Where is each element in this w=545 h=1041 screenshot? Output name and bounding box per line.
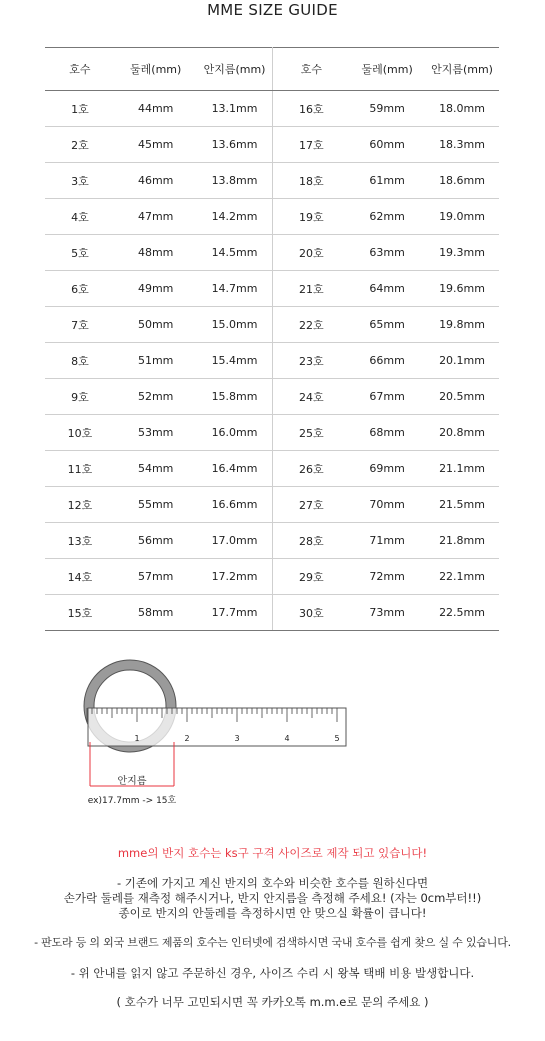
cell-inner-diameter: 17.0mm <box>197 523 273 559</box>
header-inner-diameter-2: 안지름(mm) <box>425 48 499 91</box>
cell-circumference: 49mm <box>115 271 197 307</box>
table-row <box>45 415 499 451</box>
table-body <box>45 91 499 631</box>
ruler-label-1: 1 <box>134 734 140 743</box>
cell-inner-diameter-2: 21.5mm <box>425 487 499 523</box>
cell-size-2: 25호 <box>273 415 349 451</box>
notice-line-6: ( 호수가 너무 고민되시면 꼭 카카오톡 m.m.e로 문의 주세요 ) <box>116 995 429 1009</box>
table-row <box>45 199 499 235</box>
table-row <box>45 343 499 379</box>
cell-circumference: 53mm <box>115 415 197 451</box>
cell-circumference: 50mm <box>115 307 197 343</box>
cell-circumference-2: 73mm <box>349 595 425 631</box>
cell-inner-diameter: 17.7mm <box>197 595 273 631</box>
notice-line-3: 종이로 반지의 안둘레를 측정하시면 안 맞으실 확률이 큽니다! <box>118 906 427 920</box>
cell-size: 3호 <box>45 163 115 199</box>
table-row <box>45 487 499 523</box>
notice-line-4: - 판도라 등 의 외국 브랜드 제품의 호수는 인터넷에 검색하시면 국내 호수를 쉽게 찾으 실 수 있습니다. <box>34 936 511 949</box>
ruler-label-3: 3 <box>234 734 240 743</box>
cell-size-2: 22호 <box>273 307 349 343</box>
notice-line-2: 손가락 둘레를 재측정 해주시거나, 반지 안지름을 측정해 주세요! (자는 0cm부터!!) <box>63 891 482 905</box>
cell-circumference: 52mm <box>115 379 197 415</box>
header-circumference: 둘레(mm) <box>115 48 197 91</box>
table-row <box>45 451 499 487</box>
cell-size-2: 20호 <box>273 235 349 271</box>
ring-ruler-diagram <box>70 658 370 808</box>
cell-size: 7호 <box>45 307 115 343</box>
cell-inner-diameter-2: 19.6mm <box>425 271 499 307</box>
cell-circumference-2: 63mm <box>349 235 425 271</box>
cell-circumference: 55mm <box>115 487 197 523</box>
cell-size: 8호 <box>45 343 115 379</box>
cell-size-2: 18호 <box>273 163 349 199</box>
table-row <box>45 559 499 595</box>
table-header-row <box>45 48 499 91</box>
cell-circumference: 57mm <box>115 559 197 595</box>
cell-circumference: 54mm <box>115 451 197 487</box>
cell-circumference-2: 60mm <box>349 127 425 163</box>
cell-circumference-2: 71mm <box>349 523 425 559</box>
table-row <box>45 91 499 127</box>
inner-diameter-label: 안지름 <box>117 776 147 787</box>
cell-inner-diameter: 16.6mm <box>197 487 273 523</box>
cell-inner-diameter: 13.6mm <box>197 127 273 163</box>
cell-inner-diameter-2: 21.8mm <box>425 523 499 559</box>
cell-inner-diameter-2: 19.0mm <box>425 199 499 235</box>
cell-circumference: 46mm <box>115 163 197 199</box>
cell-size: 14호 <box>45 559 115 595</box>
cell-circumference-2: 67mm <box>349 379 425 415</box>
cell-circumference-2: 61mm <box>349 163 425 199</box>
cell-size-2: 21호 <box>273 271 349 307</box>
table-row <box>45 235 499 271</box>
cell-size-2: 29호 <box>273 559 349 595</box>
cell-circumference-2: 72mm <box>349 559 425 595</box>
cell-circumference-2: 62mm <box>349 199 425 235</box>
cell-size-2: 26호 <box>273 451 349 487</box>
table-row <box>45 127 499 163</box>
example-text: ex)17.7mm -> 15호 <box>87 796 177 806</box>
cell-circumference: 44mm <box>115 91 197 127</box>
cell-circumference-2: 66mm <box>349 343 425 379</box>
cell-inner-diameter-2: 18.3mm <box>425 127 499 163</box>
cell-inner-diameter: 15.8mm <box>197 379 273 415</box>
cell-circumference-2: 69mm <box>349 451 425 487</box>
cell-size-2: 28호 <box>273 523 349 559</box>
cell-size: 10호 <box>45 415 115 451</box>
table-row <box>45 595 499 631</box>
header-size: 호수 <box>45 48 115 91</box>
cell-inner-diameter-2: 20.1mm <box>425 343 499 379</box>
cell-inner-diameter-2: 18.6mm <box>425 163 499 199</box>
cell-size: 5호 <box>45 235 115 271</box>
cell-inner-diameter-2: 19.8mm <box>425 307 499 343</box>
cell-size-2: 27호 <box>273 487 349 523</box>
cell-size: 15호 <box>45 595 115 631</box>
cell-inner-diameter-2: 20.5mm <box>425 379 499 415</box>
cell-size-2: 19호 <box>273 199 349 235</box>
header-inner-diameter: 안지름(mm) <box>197 48 273 91</box>
cell-size: 1호 <box>45 91 115 127</box>
cell-circumference: 48mm <box>115 235 197 271</box>
cell-circumference-2: 70mm <box>349 487 425 523</box>
cell-circumference: 51mm <box>115 343 197 379</box>
cell-size: 4호 <box>45 199 115 235</box>
cell-inner-diameter: 16.4mm <box>197 451 273 487</box>
cell-inner-diameter-2: 22.5mm <box>425 595 499 631</box>
cell-size: 13호 <box>45 523 115 559</box>
table-row <box>45 307 499 343</box>
cell-inner-diameter-2: 21.1mm <box>425 451 499 487</box>
cell-size: 9호 <box>45 379 115 415</box>
cell-circumference: 58mm <box>115 595 197 631</box>
table-row <box>45 271 499 307</box>
cell-circumference-2: 68mm <box>349 415 425 451</box>
cell-inner-diameter-2: 22.1mm <box>425 559 499 595</box>
cell-inner-diameter: 17.2mm <box>197 559 273 595</box>
cell-size-2: 17호 <box>273 127 349 163</box>
cell-inner-diameter: 13.1mm <box>197 91 273 127</box>
ruler-label-2: 2 <box>184 734 190 743</box>
cell-circumference-2: 65mm <box>349 307 425 343</box>
cell-inner-diameter: 14.2mm <box>197 199 273 235</box>
cell-size: 12호 <box>45 487 115 523</box>
cell-size: 6호 <box>45 271 115 307</box>
cell-circumference: 45mm <box>115 127 197 163</box>
cell-inner-diameter: 13.8mm <box>197 163 273 199</box>
table-row <box>45 379 499 415</box>
table-row <box>45 523 499 559</box>
size-table <box>45 47 499 631</box>
cell-circumference-2: 59mm <box>349 91 425 127</box>
header-circumference-2: 둘레(mm) <box>349 48 425 91</box>
cell-inner-diameter: 14.7mm <box>197 271 273 307</box>
table-row <box>45 163 499 199</box>
notice-headline: mme의 반지 호수는 ks구 구격 사이즈로 제작 되고 있습니다! <box>117 846 428 860</box>
cell-inner-diameter-2: 20.8mm <box>425 415 499 451</box>
cell-inner-diameter-2: 18.0mm <box>425 91 499 127</box>
cell-inner-diameter: 15.0mm <box>197 307 273 343</box>
cell-inner-diameter: 16.0mm <box>197 415 273 451</box>
cell-size: 11호 <box>45 451 115 487</box>
cell-size-2: 23호 <box>273 343 349 379</box>
cell-size-2: 16호 <box>273 91 349 127</box>
cell-size-2: 30호 <box>273 595 349 631</box>
cell-inner-diameter: 14.5mm <box>197 235 273 271</box>
cell-circumference-2: 64mm <box>349 271 425 307</box>
cell-inner-diameter: 15.4mm <box>197 343 273 379</box>
cell-size-2: 24호 <box>273 379 349 415</box>
cell-size: 2호 <box>45 127 115 163</box>
notice-line-1: - 기존에 가지고 계신 반지의 호수와 비슷한 호수를 원하신다면 <box>116 876 429 890</box>
cell-circumference: 47mm <box>115 199 197 235</box>
header-size-2: 호수 <box>273 48 349 91</box>
notice-line-5: - 위 안내를 읽지 않고 주문하신 경우, 사이즈 수리 시 왕복 택배 비용 발생합니다. <box>70 966 475 980</box>
ruler-label-4: 4 <box>284 734 290 743</box>
cell-inner-diameter-2: 19.3mm <box>425 235 499 271</box>
cell-circumference: 56mm <box>115 523 197 559</box>
ruler-label-5: 5 <box>334 734 340 743</box>
page-title: MME SIZE GUIDE <box>207 1 338 19</box>
